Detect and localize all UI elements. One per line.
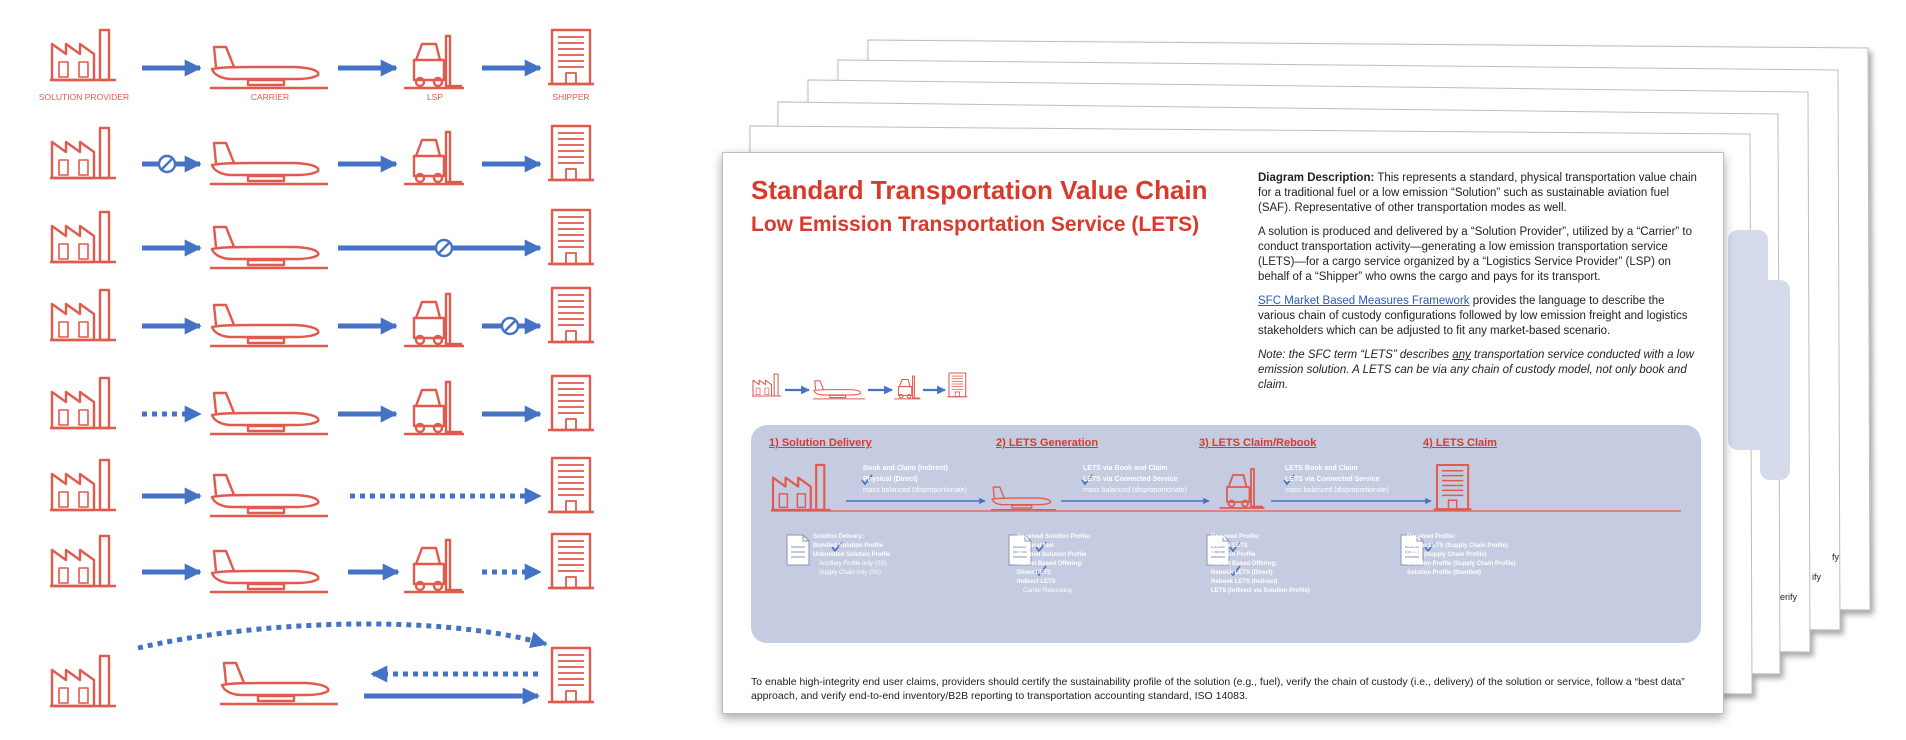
description-heading: Diagram Description:	[1258, 172, 1375, 184]
front-slide	[722, 152, 1724, 714]
slide-footer-text: To enable high-integrity end user claims, providers should certify the sustainability profile of the solution (e.g., fuel), verify the chain of custody (i.e., delivery) of the solution or service, follow a “best data” approach, and verify end-to-end inventory/B2B reporting to transportation accounting standard, ISO 14083.	[751, 676, 1685, 702]
label-lsp: LSP	[426, 92, 444, 102]
description-note: Note: the SFC term “LETS” describes any transportation service conducted with a low emission solution. A LETS can be via any chain of custody model, not only book and claim.	[1258, 349, 1694, 391]
slide-subtitle: Low Emission Transportation Service (LETS)	[751, 213, 1200, 236]
stage-2-title: 2) LETS Generation	[996, 437, 1099, 449]
stage-1-options: Book and Claim (Indirect) Physical (Direct) mass balanced (disproportionate)	[863, 465, 967, 494]
lsp-forklift-icon	[1220, 469, 1265, 508]
framework-link[interactable]: SFC Market Based Measures Framework	[1258, 295, 1470, 307]
carrier-plane-icon	[991, 487, 1056, 510]
label-carrier: CARRIER	[250, 92, 290, 102]
shipper-building-icon	[1434, 465, 1472, 509]
profile-block-3: Received Profile: Carrier LETS Solution Profile Market Based Offering: Rebook LETS (Direct) Rebook LETS (Indirect) LETS (Indirect via Solution Profile)	[1211, 534, 1310, 594]
stage-3-options: LETS Book and Claim LETS via Connected Service mass balanced (disproportionate)	[1285, 465, 1389, 494]
profile-block-4: Received Profile: Carrier LETS (Supply Chain Profile) LETS (Supply Chain Profile) Solution Profile (Supply Chain Profile) Solution Profile (Bundled)	[1407, 534, 1516, 576]
label-shipper: SHIPPER	[552, 92, 590, 102]
label-solution-provider: SOLUTION PROVIDER	[38, 92, 130, 102]
description-p1: This represents a standard, physical transportation value chain for a traditional fuel or a low emission “Solution” such as sustainable aviation fuel (SAF). Representative of other transportation modes as well.	[1258, 172, 1697, 214]
stage-3-title: 3) LETS Claim/Rebook	[1199, 437, 1317, 449]
lsp-forklift-icon	[894, 376, 920, 399]
description-p2: A solution is produced and delivered by a “Solution Provider”, utilized by a “Carrier” to conduct transportation activity—generating a low emission transportation service (LETS)—for a cargo service organized by a “Logistics Service Provider” (LSP) on behalf of a “Shipper” who owns the cargo and pays for its transport.	[1258, 226, 1693, 283]
shipper-building-icon	[947, 373, 967, 397]
solution-provider-icon	[771, 465, 830, 510]
carrier-plane-icon	[813, 381, 865, 399]
solution-provider-icon	[752, 374, 781, 396]
mini-chain-graphic	[751, 368, 971, 402]
stage-4-title: 4) LETS Claim	[1423, 437, 1497, 449]
fragment-text: ify	[1812, 572, 1821, 582]
slide-title: Standard Transportation Value Chain	[751, 175, 1208, 205]
profile-block-1: Solution Delivery: Bundled Solution Profile Unbundled Solution Profile Ancillary Profile only (SS) Supply Chain only (SS)	[813, 534, 891, 576]
diagram-description	[1258, 171, 1703, 402]
stage-2-options: LETS via Book and Claim LETS via Connected Service mass balanced (disproportionate)	[1083, 465, 1187, 494]
profile-block-2: Received Solution Profile: Physical fuel Claimed Solution Profile Market Based Offering: Direct LETS Indirect LETS Carrier Rebooking	[1017, 534, 1092, 594]
stage-1-title: 1) Solution Delivery	[769, 437, 872, 449]
description-p3: provides the language to describe the various chain of custody configurations followed by low emission freight and logistics stakeholders which can be adjusted to fit any market-based scenario.	[1258, 295, 1688, 337]
process-panel	[751, 425, 1701, 643]
document-icon	[787, 535, 809, 565]
fragment-text: erify	[1780, 592, 1798, 602]
fragment-text: fy	[1832, 552, 1840, 562]
